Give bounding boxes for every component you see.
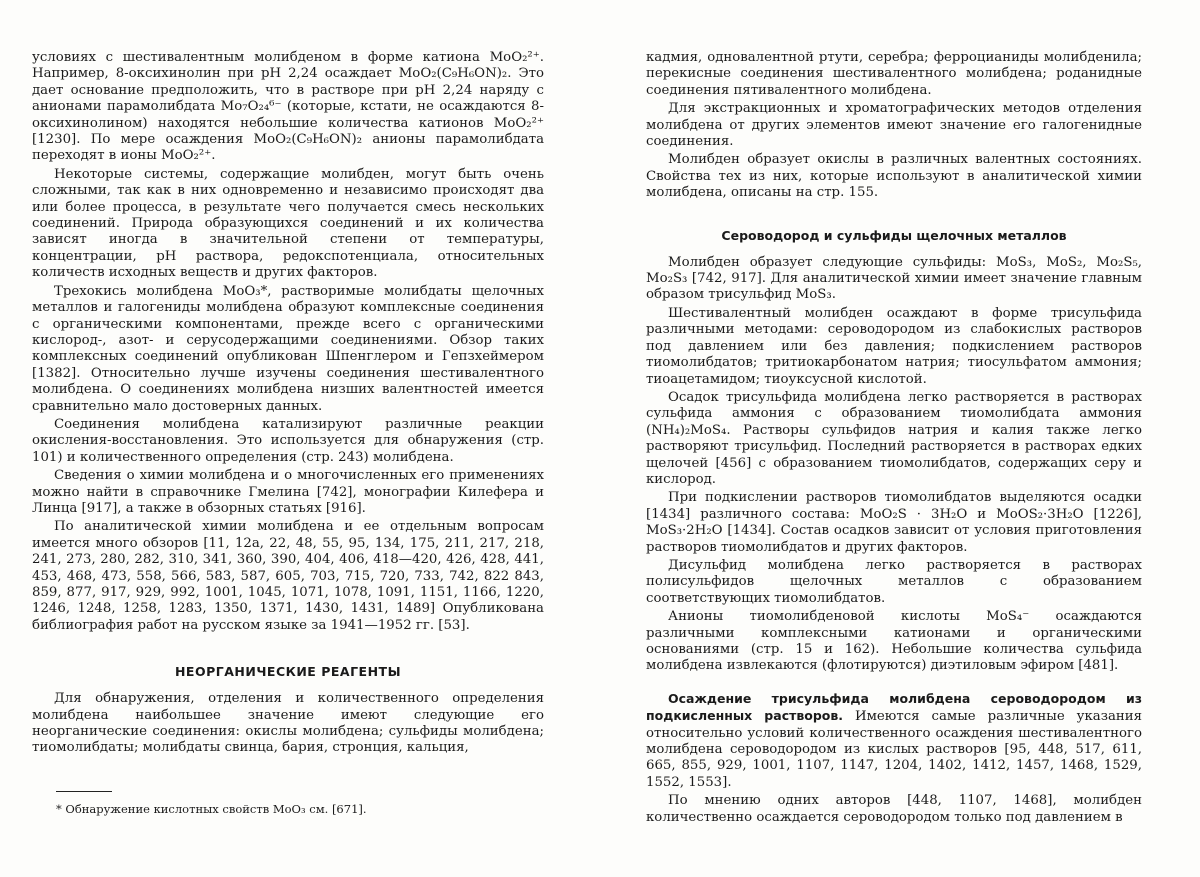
right-paragraph-8: Дисульфид молибдена легко растворяется в растворах полисульфидов щелочных металлов с образованием соответствующих тиомолибдатов.: [646, 557, 1142, 606]
right-paragraph-9: Анионы тиомолибденовой кислоты MoS₄⁻ осаждаются различными комплексными катионами и органическими основаниями (стр. 15 и 162). Небольшие количества сульфида молибдена извлекаются (флотируются) диэтиловым эфиром [481].: [646, 609, 1142, 674]
left-paragraph-7: Для обнаружения, отделения и количественного определения молибдена наибольшее значение имеют следующие его неорганические соединения: окислы молибдена; сульфиды молибдена; тиомолибдаты; молибдаты свинца, бария, стронция, кальция,: [32, 691, 544, 756]
left-paragraph-3: Трехокись молибдена MoO₃*, растворимые молибдаты щелочных металлов и галогениды молибдена образуют комплексные соединения с органическими компонентами, прежде всего с органическими кислород-, азот- и серусодержащими соединениями. Обзор таких комплексных соединений опубликован Шпенглером и Гепзхеймером [1382]. Относительно лучше изучены соединения шестивалентного молибдена. О соединениях молибдена низших валентностей имеется сравнительно мало достоверных данных.: [32, 283, 544, 414]
left-paragraph-5: Сведения о химии молибдена и о многочисленных его применениях можно найти в справочнике Гмелина [742], монографии Килефера и Линца [917], а также в обзорных статьях [916].: [32, 468, 544, 516]
footnote-rule: [56, 791, 112, 792]
left-page: [32, 0, 544, 816]
right-paragraph-3: Молибден образует окислы в различных валентных состояниях. Свойства тех из них, которые используют в аналитической химии молибдена, описаны на стр. 155.: [646, 152, 1142, 201]
right-paragraph-10: [646, 691, 1142, 791]
footnote: * Обнаружение кислотных свойств MoO₃ см. [671].: [56, 801, 367, 816]
right-paragraph-7: При подкислении растворов тиомолибдатов выделяются осадки [1434] различного состава: MoO₂S · 3H₂O и MoOS₂·3H₂O [1226], MoS₃·2H₂O [1434]. Состав осадков зависит от условия приготовления растворов тиомолибдатов и других факторов.: [646, 490, 1142, 555]
section-heading-sulfides: Сероводород и сульфиды щелочных металлов: [721, 227, 1067, 243]
left-paragraph-2: Некоторые системы, содержащие молибден, могут быть очень сложными, так как в них одновременно и независимо происходят два или более процесса, в результате чего получается смесь нескольких соединений. Природа образующихся соединений и их количества зависят иногда в значительной степени от температуры, концентрации, pH раствора, редокспотенциала, относительных количеств исходных веществ и других факторов.: [32, 166, 544, 281]
left-paragraph-1: условиях с шестивалентным молибденом в форме катиона MoO₂²⁺. Например, 8-оксихинолин при pH 2,24 осаждает MoO₂(C₉H₆ON)₂. Это дает основание предположить, что в растворе при pH 2,24 наряду с анионами парамолибдата Mo₇O₂₄⁶⁻ (которые, кстати, не осаждаются 8-оксихинолином) находятся небольшие количества катионов MoO₂²⁺ [1230]. По мере осаждения MoO₂(C₉H₆ON)₂ анионы парамолибдата переходят в ионы MoO₂²⁺.: [32, 50, 544, 164]
right-paragraph-2: Для экстракционных и хроматографических методов отделения молибдена от других элементов имеют значение его галогенидные соединения.: [646, 101, 1142, 150]
runin-title: Осаждение трисульфида молибдена сероводородом из подкисленных растворов.: [646, 690, 1142, 724]
right-paragraph-1: кадмия, одновалентной ртути, серебра; ферроцианиды молибденила; перекисные соединения шестивалентного молибдена; роданидные соединения пятивалентного молибдена.: [646, 50, 1142, 98]
right-paragraph-6: Осадок трисульфида молибдена легко растворяется в растворах сульфида аммония с образованием тиомолибдата аммония (NH₄)₂MoS₄. Растворы сульфидов натрия и калия также легко растворяют трисульфид. Последний растворяется в растворах едких щелочей [456] с образованием тиомолибдатов, содержащих серу и кислород.: [646, 389, 1142, 487]
left-paragraph-4: Соединения молибдена катализируют различные реакции окисления-восстановления. Это используется для обнаружения (стр. 101) и количественного определения (стр. 243) молибдена.: [32, 416, 544, 465]
right-paragraph-11: По мнению одних авторов [448, 1107, 1468], молибден количественно осаждается сероводородом только под давлением в: [646, 793, 1142, 825]
right-paragraph-4: Молибден образует следующие сульфиды: MoS₃, MoS₂, Mo₂S₅, Mo₂S₃ [742, 917]. Для аналитической химии имеет значение главным образом трисульфид MoS₃.: [646, 254, 1142, 303]
right-page: [646, 0, 1142, 826]
runin-text: Имеются самые различные указания относительно условий количественного осаждения шестивалентного молибдена сероводородом из кислых растворов [95, 448, 517, 611, 665, 855, 929, 1001, 1107, 1147, 1204, 1402, 1412, 1457, 1468, 1529, 1552, 1553].: [646, 709, 1142, 790]
section-heading-inorganic: НЕОРГАНИЧЕСКИЕ РЕАГЕНТЫ: [174, 664, 402, 680]
right-paragraph-5: Шестивалентный молибден осаждают в форме трисульфида различными методами: сероводородом из слабокислых растворов под давлением или без давления; подкислением растворов тиомолибдатов; тритиокарбонатом натрия; тиосульфатом аммония; тиоацетамидом; тиоуксусной кислотой.: [646, 305, 1142, 387]
left-paragraph-6: По аналитической химии молибдена и ее отдельным вопросам имеется много обзоров [11, 12а, 22, 48, 55, 95, 134, 175, 211, 217, 218, 241, 273, 280, 282, 310, 341, 360, 390, 404, 406, 418—420, 426, 428, 441, 453, 468, 473, 558, 566, 583, 587, 605, 703, 715, 720, 733, 742, 822 843, 859, 877, 917, 929, 992, 1001, 1045, 1071, 1078, 1091, 1151, 1166, 1220, 1246, 1248, 1258, 1283, 1350, 1371, 1430, 1431, 1489] Опубликована библиография работ на русском языке за 1941—1952 гг. [53].: [32, 519, 544, 633]
